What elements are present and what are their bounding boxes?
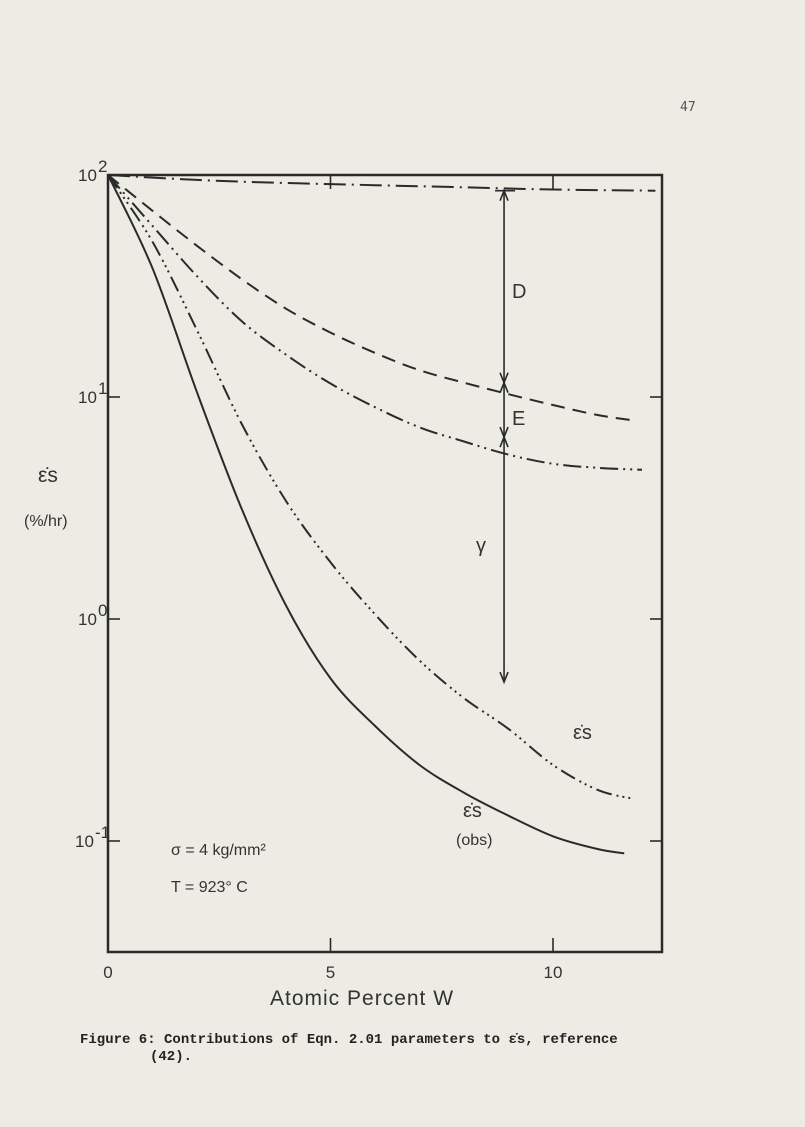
tick-marks xyxy=(108,175,662,952)
svg-text:10: 10 xyxy=(78,388,97,407)
svg-text:10: 10 xyxy=(78,610,97,629)
y-tick-label-3 xyxy=(75,823,110,851)
label-gamma: γ xyxy=(476,535,486,557)
y-tick-label-2 xyxy=(78,601,107,629)
y-tick-labels xyxy=(75,157,110,851)
stress-annotation: σ = 4 kg/mm² xyxy=(171,842,266,859)
x-tick-labels xyxy=(103,963,562,982)
svg-text:0: 0 xyxy=(98,601,108,620)
curves xyxy=(108,175,655,853)
label-es-obs-sub: (obs) xyxy=(456,832,493,849)
svg-text:2: 2 xyxy=(98,157,108,176)
x-tick-label-1: 5 xyxy=(325,963,336,982)
temperature-annotation: T = 923° C xyxy=(171,879,248,896)
plot-frame xyxy=(108,175,662,952)
series-0-dash-dot xyxy=(108,175,655,191)
series-4-solid xyxy=(108,175,624,853)
contribution-arrow xyxy=(495,191,515,682)
x-tick-label-0: 0 xyxy=(103,963,113,982)
x-axis-label: Atomic Percent W xyxy=(270,987,455,1010)
svg-text:10: 10 xyxy=(78,166,97,185)
label-es-curve: ε̇s xyxy=(573,722,592,744)
y-tick-label-1 xyxy=(78,379,107,407)
label-D: D xyxy=(512,281,527,303)
y-tick-label-0 xyxy=(78,157,107,185)
label-E: E xyxy=(512,408,526,430)
svg-text:1: 1 xyxy=(98,379,108,398)
y-axis-label: ε̇s xyxy=(38,464,58,487)
x-tick-label-2: 10 xyxy=(543,963,563,982)
y-axis-unit: (%/hr) xyxy=(24,513,68,530)
series-2-dash-dot-dot xyxy=(108,175,642,470)
svg-text:-1: -1 xyxy=(95,823,111,842)
page-number: 47 xyxy=(680,100,696,115)
series-3-dash-dot-dot-dot xyxy=(108,175,633,799)
figure-caption-line1: Figure 6: Contributions of Eqn. 2.01 parameters to ε̇s, reference xyxy=(80,1032,618,1048)
svg-text:10: 10 xyxy=(75,832,94,851)
series-1-dashed xyxy=(108,175,638,421)
figure-caption-line2: (42). xyxy=(150,1049,193,1065)
label-es-obs: ε̇s xyxy=(463,800,482,822)
